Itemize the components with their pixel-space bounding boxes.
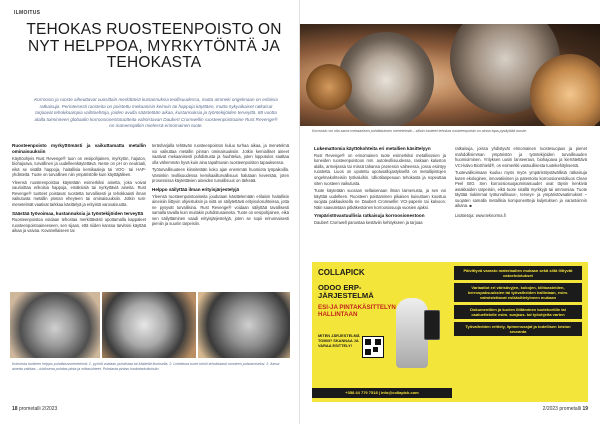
phone-illustration (424, 310, 440, 340)
gear-shape (338, 32, 434, 126)
paragraph: Rust Revenge® on erinomainen tuote esimerkiksi metallisosien ja koneiden ruosteenpoistoon mm. autoteollisuudessa, raskaan kaluston alalla, armeijassa tai missä tahansa prosessin vaiheessa, jossa esiintyy ruostetta. Liuos on upotettu upotusallojastyksellä on metallipintojen ongelmakohteisiin työkaluihin. Ulkotilanpesuun tehokasta ja nopeuttaa siten ruosteen vaikutusta. (314, 152, 446, 186)
collapick-advertisement[interactable] (312, 262, 588, 402)
paragraph: ratkaisuja, joissa yhdistyvät erinomainen ruostesuojaus ja pienet mahdollisimman ympäristön ja työntekijöiden turvallisuuden huomioiminen. Yrityksen uusin lanseeraus, biohajoava ja kierrätettävä VCI-kalvo BioShield®, on esimerkki vastuullisesta tuotekehityksestä. (455, 146, 587, 168)
subheading: Säästää työvoimaa, kustannuksia ja työntekijöiden terveyttä (12, 210, 144, 216)
right-page (300, 0, 600, 424)
ad-contact-text: MITEN JÄRJESTELMÄ TOIMII? SKANNAA JA VARAA ESITTELY! (318, 333, 360, 348)
issue-number: 2/2023 (42, 406, 58, 412)
brake-disc-photo-1 (10, 292, 100, 358)
article-column-3 (314, 146, 446, 228)
paragraph: Työturvallisuuteen kiinnitetään koko ajan enemmän huomiota työpaikoilla. Varsinkin teollisuudessa kemikaaliturvallisuus halutaan keventää, joten prosessissa käytettävien aineiden turvallisuus on tärkeää. (152, 167, 289, 184)
ad-feature-item: Päivittyvä varasto materiaalien mukaan sekä siitä liittyvät ostoehdotukset (454, 266, 582, 280)
photo-strip-caption: Kolmesta tuotteen helppo puhdistusmenetelmä: 1. pyöriä voidaan puhdistaa tai käsitellä liuoksella. 2. Liotettuna tuote toimii tehokkaasti ruosteen poistamiseksi. 3. Ainoa ainetta vaihtaa – tuloksena puhdas pinta ja mittasuhteet. Puhdasta pintaa huoltotarkoituksiin. (12, 362, 280, 371)
paragraph: Tuote käytetään suoraan sellaisenaan ilman laimenusta, ja sen voi käyttää uudelleen. Ruosteen poistaminen pikaisen kuivuttuen koostuu suojata pakkauksella ne Daubert Cromwellin VCI-paperin tai kalvoon. Näin saavutetaan pitkäkestoinen korroosiosuoja vuosien ajaksi. (314, 188, 446, 210)
subheading: Ympäristövastuullisia ratkaisuja korroosionestoon (314, 213, 425, 219)
paragraph: Yleensä ruosteenpoistoaineita joudutaan käsittelemään erilaisin haitallisin aineisiin liittyvin ohjeistuksin ja niitä on säilytettävä erityisolosuhteissa, jotta ne pysyvät turvallisina. Rust Revenge® voidaan säilyttää tavallisesti samalla tavalla kuin muitakin puhdistusaineita. Tuote on vesipohjainen, eikä sen säilyttäminen vaadi erityisjärjestelyjä, joten se sopii erinomaisesti pieniin ja suuriin tarpeisiin. (152, 193, 289, 227)
brake-disc-photo-2 (102, 292, 196, 358)
article-column-4 (455, 146, 587, 221)
main-photo-caption: Korroosio voi olla sama mekaanisen puhdistuksen menetelmät – silloin tuotteet tehokas ruosteenpoisto on ainoa tapa pysäyttää ruoste. (312, 129, 527, 133)
ad-subheadline: ESI-JA PINTAKÄSITTELYN HALLINTAAN (318, 304, 396, 318)
brake-disc-photo-3 (198, 292, 290, 358)
right-folio (543, 406, 588, 412)
contact-url[interactable]: www.teknorma.fi (475, 213, 506, 219)
subheading: Ruosteenpoisto myrkyttömästi ja vaikuttamatta metallin ominaisuuksiin (12, 143, 146, 154)
paragraph: Ruosteenpoistoa voidaan tehostaa merkittävästi upottamalla kappaleet ruosteenpoistoaineeseen, sen sijaan, että niiden kanssa tarvitsisi käyttää aikaa ja vaivaa. Kovanellaiseen tai (12, 217, 146, 234)
paragraph: Tuotevalikoimaan kuuluu myös myös ympäristöystävällisiä ratkaisuja kuten ekologinen, innovatiivinen ja patentoitu korroosionestoliuos Clean Peel BIO. Sen korroosiosuojaominaisuudet ovat täysin kenkiviä asiakkaiden tarpeisiin, eikä tuote sisällä myrkkyjä tai ammoniaa. Tuote täyttää tiukimmat työturvallisuus-, terveys- ja ympäristövaatimukset – suojaten samalla metallisia komponentteja kuljetuksen ja varastoinnin aikana. ■ (455, 170, 587, 209)
paragraph: Käyttöohjeis Rust Revenge® tuon on vesipohjainen, myrkytön, hajuton, biohajoava, turvallinen ja uudelleenkäytettävä. Neste on pH on neutraali, eikä se sisällä happoja, haitallisia kemikaaleja tai VOC- tai HAP-yhdisteitä. Tuote on turvallinen niin ympäristölle kuin käyttäjälleen. (12, 155, 146, 178)
magazine-name: prometalli (18, 406, 41, 412)
ad-headline: ODOO ERP-JÄRJESTELMÄ (318, 283, 374, 301)
page-number: 19 (582, 406, 588, 412)
ad-feature-list (454, 266, 582, 336)
article-lead: Korroosio ja ruoste aiheuttavat vuosittain merkittäviä kustannuksia teollisuudessa, mutta ammeki ongelmaan on erilaisia ratkaisuja. Perinteisesti ruosteita on poistettu mekaanisin keinoin tai happoja käyttäen, mutta nykyaikaiset ratkaisut tarjoavat tehokkaampia vaihtoehtoja, joiden avulla säästetään aikaa, kustannuksia ja työntekijöiden terveyttä. 88 vuotta alalla toiminneen globaalin korroosionestotuotteita valmistavan Daubert Cromwellin ruosteenpoistoaine Rust Revenge® on maneesqalkin mielessä erinomainen tuote. (34, 97, 278, 129)
qr-code[interactable] (362, 336, 384, 358)
ad-feature-item: Työvaiheiden erittely, lipimenosajat ja todellisen keston seuranta (454, 322, 582, 336)
ad-feature-item: Dokumenttien ja kuvien liittäminen tuotekortille tai osaluettelolle esim. suojaus- tai työohjeita varten (454, 305, 582, 319)
section-kicker: ILMOITUS (14, 10, 41, 16)
paragraph: teräsharjalla tehtävän ruosteenpoiston kuluu turhaa aikaa, ja menetelmä voi vaikuttaa metallin pinnan ominaisuuksiin. Jotkin kemialliset aineet vaativat mekaanisesti puhdistusta ja huuhtelua, joten lopputulos saattaa olla vähemmän hyvä kuin aina tapahtuvan ruosteenpoiston tapauksessa. (152, 143, 289, 165)
subheading: Lukemattomia käyttökohteita eri metallien käsittelyyn (314, 146, 431, 151)
issue-number: 2/2023 (542, 406, 558, 412)
left-folio (12, 406, 57, 412)
gear-shape (306, 64, 352, 110)
page-number: 18 (12, 406, 18, 412)
gear-photo (300, 24, 600, 126)
article-column-2 (152, 143, 289, 229)
paragraph: Daubert Cromwell panostaa kestäviin kehitykseen ja tarjoaa (314, 220, 423, 226)
subheading: Helppo säilyttää ilman erityisjärjestelyjä (152, 186, 240, 192)
magazine-name: prometalli (559, 406, 582, 412)
contact-line (455, 213, 587, 219)
article-headline: TEHOKAS RUOSTEENPOISTO ON NYT HELPPOA, MYRKYTÖNTÄ JA TEHOKASTA (26, 21, 282, 71)
ad-logo: COLLAPICK (318, 268, 365, 277)
ad-footer: +358 44 779 7518 | info@collapick.com (312, 388, 452, 398)
article-column-1 (12, 143, 146, 236)
contact-label: Lisätietoja: (455, 213, 475, 219)
ad-feature-item: Variaatiot eri värisävyjen, kokojen, kiiltoasteiden, kerrospaksuuksien tai työvaiheiden hallintaan, esim. valmistettavat esikäsittelyineen mukaan (454, 283, 582, 302)
paragraph: Yleensä ruosteenpoistoa käytetään esimerkiksi ainetta, joka voivat vaurioittaa erikoisia happoja, emäksisiä tai nyrkyttäviä aineita. Rust Revenge® tuotteet poistavat ruostetta turvallisesti ja tehokkaasti ilman vaikutusta metallin pinnan eheyteen tai ominaisuuksiin. Jotkin rust-menetelmät vaativat tarkkaa käsittelyä ja erityistä varovaisuutta. (12, 179, 146, 207)
